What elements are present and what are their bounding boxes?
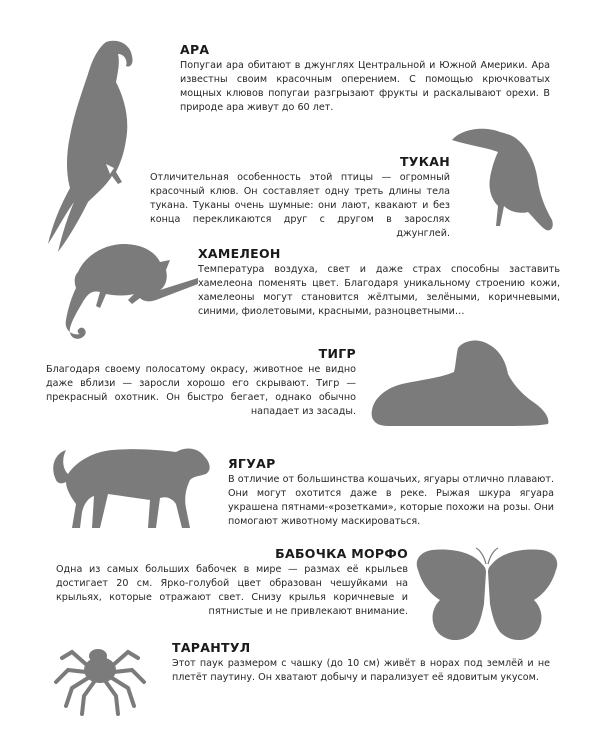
tiger-silhouette-icon bbox=[368, 338, 552, 432]
animal-block-morpho bbox=[56, 546, 408, 619]
animal-block-ara bbox=[180, 42, 550, 115]
animal-title: ЯГУАР bbox=[228, 456, 276, 471]
animal-block-tiger bbox=[46, 346, 356, 419]
animal-description: Температура воздуха, свет и даже страх способны заставить хамелеона поменять цвет. Благодаря уникальному строению кожи, хамелеоны могут становится жёлтыми, зелёными, коричневыми, синими, фиолетовыми, красными, разноцветными… bbox=[198, 264, 560, 317]
animal-description: Этот паук размером с чашку (до 10 см) живёт в норах под землёй и не плетёт паутину. Он хватают добычу и парализует её ядовитым укусом. bbox=[172, 658, 550, 683]
animal-description: Одна из самых больших бабочек в мире — размах её крыльев достигает 20 см. Ярко-голубой цвет образован чешуйками на крыльях, которые отражают свет. Снизу крылья коричневые и пятнистые и не привлекают внимание. bbox=[56, 564, 408, 617]
animal-block-tarantula bbox=[172, 640, 550, 685]
animal-title: АРА bbox=[180, 42, 210, 57]
animal-title: ТИГР bbox=[318, 346, 356, 361]
animal-title: ТАРАНТУЛ bbox=[172, 640, 251, 655]
macaw-silhouette-icon bbox=[44, 36, 144, 256]
toucan-silhouette-icon bbox=[448, 126, 556, 238]
chameleon-silhouette-icon bbox=[48, 238, 198, 344]
animal-description: Благодаря своему полосатому окрасу, животное не видно даже вблизи — заросли хорошо его скрывают. Тигр — прекрасный охотник. Он быстро бегает, однако обычно нападает из засады. bbox=[46, 364, 356, 417]
animal-description: В отличие от большинства кошачьих, ягуары отлично плавают. Они могут охотится даже в реке. Рыжая шкура ягуара украшена пятнами-«розетками», которые похожи на розы. Они помогают животному маскироваться. bbox=[228, 474, 554, 527]
animal-block-jaguar bbox=[228, 456, 554, 529]
animal-title: ТУКАН bbox=[399, 154, 450, 169]
animal-description: Попугаи ара обитают в джунглях Центральной и Южной Америки. Ара известны своим красочным оперением. С помощью крючковатых мощных клювов попугаи разгрызают фрукты и раскалывают орехи. В природе ара живут до 60 лет. bbox=[180, 60, 550, 113]
animal-title: БАБОЧКА МОРФО bbox=[275, 546, 408, 561]
animal-block-toucan bbox=[150, 154, 450, 241]
animal-block-chameleon bbox=[198, 246, 560, 319]
animal-description: Отличительная особенность этой птицы — огромный красочный клюв. Он составляет одну треть длины тела тукана. Туканы очень шумные: они лают, квакают и без конца перекликаются друг с другом в зарослях джунглей. bbox=[150, 172, 450, 239]
butterfly-silhouette-icon bbox=[412, 546, 562, 644]
tarantula-silhouette-icon bbox=[52, 630, 148, 716]
animal-title: ХАМЕЛЕОН bbox=[198, 246, 281, 261]
jaguar-silhouette-icon bbox=[48, 440, 214, 532]
